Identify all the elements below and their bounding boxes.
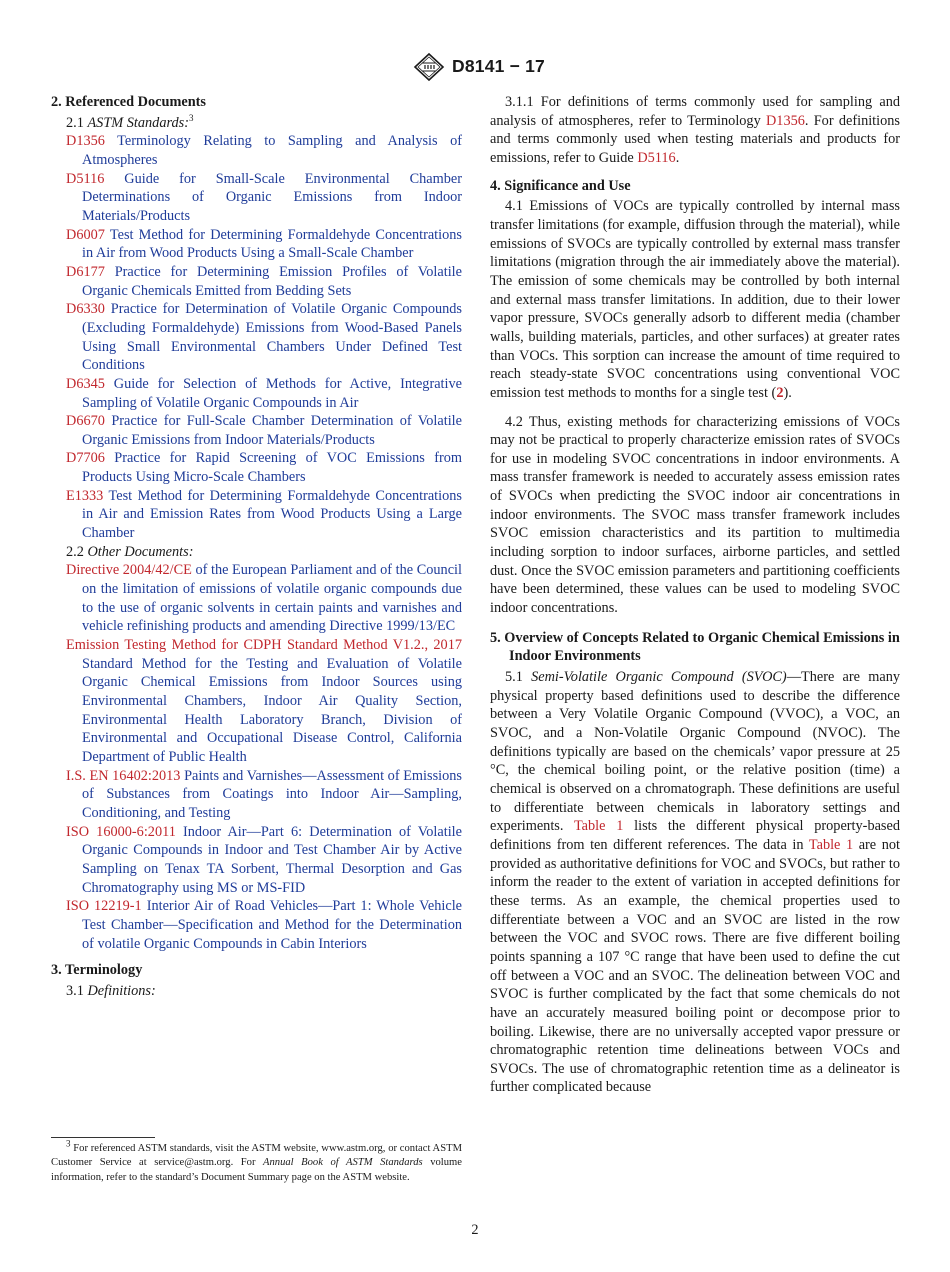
reference-title: Guide for Small-Scale Environmental Chamber Determinations of Organic Emissions from Indoor Materials/Products xyxy=(82,170,462,224)
footnote-3: $^3$ For referenced ASTM standards, visit the ASTM website, www.astm.org, or contact ASTM Customer Service at service@astm.org. For Annual Book of ASTM Standards volume information, refer to the standard’s Document Summary page on the ASTM website. xyxy=(51,1138,462,1183)
page-header xyxy=(0,52,950,86)
reference-title: Interior Air of Road Vehicles—Part 1: Whole Vehicle Test Chamber—Specification and Method for the Determination of volatile Organic Compounds in Cabin Interiors xyxy=(82,898,463,952)
reference-item xyxy=(51,561,462,636)
reference-code-link[interactable]: ISO 12219-1 xyxy=(66,898,142,915)
paragraph-4-2: 4.2 Thus, existing methods for characterizing emissions of VOCs may not be practical to properly characterize emission rates of SVOCs for use in modeling SVOC concentrations in indoor environments. A mass transfer framework is needed to accurately assess emission rates of SVOCs when predicting the SVOC indoor air concentrations in indoor environments. The SVOC mass transfer framework includes SVOC emission characteristics and its partition to multimedia including sorption to indoor surfaces, airborne particles, and settled dust. Once the SVOC emission parameters and partitioning coefficients have been determined, these values can be used to modeling SVOC indoor concentrations. xyxy=(490,413,900,617)
reference-title: Terminology Relating to Sampling and Analysis of Atmospheres xyxy=(82,133,462,168)
reference-title: Practice for Rapid Screening of VOC Emissions from Products Using Micro-Scale Chambers xyxy=(82,450,462,486)
reference-2-link[interactable]: 2 xyxy=(776,384,784,401)
reference-title: Practice for Determining Emission Profiles of Volatile Organic Chemicals Emitted from Bedding Sets xyxy=(82,263,462,299)
reference-code-link[interactable]: D5116 xyxy=(66,170,105,187)
reference-code-link[interactable]: E1333 xyxy=(66,487,104,504)
astm-logo xyxy=(412,52,446,82)
reference-title: Practice for Full-Scale Chamber Determination of Volatile Organic Emissions from Indoor Materials/Products xyxy=(82,413,462,448)
astm-standards-list xyxy=(51,132,462,542)
subsection-2-1: 2.1 ASTM Standards:$^3$ xyxy=(66,112,194,131)
reference-title: Indoor Air—Part 6: Determination of Volatile Organic Compounds in Indoor and Test Chamber Air by Active Sampling on Tenax TA Sorbent, Thermal Desorption and Gas Chromatography using MS or MS-FID xyxy=(82,823,462,896)
reference-title: Guide for Selection of Methods for Active, Integrative Sampling of Volatile Organic Compounds in Air xyxy=(82,375,462,411)
link-d1356[interactable]: D1356 xyxy=(765,112,805,129)
reference-code-link[interactable]: D6670 xyxy=(66,413,105,430)
reference-item xyxy=(51,226,462,263)
reference-title: Practice for Determination of Volatile Organic Compounds (Excluding Formaldehyde) Emissions from Wood-Based Panels Using Small Environmental Chambers Under Defined Test Conditions xyxy=(82,301,462,374)
section-5-heading: 5. Overview of Concepts Related to Organic Chemical Emissions in Indoor Environments xyxy=(490,629,900,665)
reference-item xyxy=(51,767,462,823)
right-column xyxy=(490,93,900,1097)
reference-title: Paints and Varnishes—Assessment of Emissions of Substances from Coatings into Indoor Air—Sampling, Conditioning, and Testing xyxy=(82,767,462,821)
reference-item xyxy=(51,300,462,375)
section-3-heading: 3. Terminology xyxy=(51,962,143,979)
reference-code-link[interactable]: Emission Testing Method for CDPH Standard Method V1.2., 2017 xyxy=(66,637,462,654)
reference-item xyxy=(51,897,462,953)
reference-item xyxy=(51,263,462,300)
reference-title: Test Method for Determining Formaldehyde Concentrations in Air from Wood Products Using a Small-Scale Chamber xyxy=(82,226,462,262)
reference-code-link[interactable]: Directive 2004/42/CE xyxy=(66,562,192,579)
reference-item xyxy=(51,132,462,169)
reference-item xyxy=(51,449,462,486)
link-d5116[interactable]: D5116 xyxy=(637,149,676,166)
paragraph-5-1: 5.1 Semi-Volatile Organic Compound (SVOC)—There are many physical property based definitions used to describe the difference between a Very Volatile Organic Compound (VVOC), a VOC, an SVOC, and a Non-Volatile Organic Compound (NVOC). The definitions typically are based on the chemicals’ vapor pressure at 25 °C, the chemical boiling point, or the relative position (time) a chemical is observed on a chromatograph. These definitions are useful to differentiate between chemicals in laboratory settings and experiments. Table 1 lists the different physical property-based definitions from ten different references. The data in Table 1 are not provided as authoritative definitions for VOC and SVOCs, but rather to inform the reader to the extent of variation in accepted definitions for these terms. As an example, the chemical properties used to differentiate between a VOC and an SVOC are listed in the row between the VOC and SVOC rows. There are five different boiling points spanning a 107 °C range that have been used to define the cut off between a VOC and an SVOC. The delineation between VOC and SVOC is further complicated by the fact that some chemicals do not have an accurately measured boiling point or decompose prior to boiling. Likewise, there are no universally accepted vapor pressure or chromatographic retention time delineations between VOCs and SVOCs. The use of chromatographic retention time as a delineator is further complicated because xyxy=(490,669,900,1096)
reference-code-link[interactable]: D6330 xyxy=(66,301,105,318)
reference-item xyxy=(51,487,462,543)
table-1-link[interactable]: Table 1 xyxy=(808,836,854,853)
subsection-2-2: 2.2 Other Documents: xyxy=(66,543,194,560)
paragraph-3-1-1: 3.1.1 For definitions of terms commonly used for sampling and analysis of atmospheres, refer to Terminology D1356. For definitions and terms commonly used when testing materials and products for emissions, refer to Guide D5116. xyxy=(490,94,900,166)
footnote-marker: 3 xyxy=(189,112,194,123)
reference-item xyxy=(51,375,462,412)
reference-item xyxy=(51,636,462,767)
reference-title: Standard Method for the Testing and Evaluation of Volatile Organic Chemical Emissions from Indoor Sources using Environmental Chambers, Indoor Air Quality Section, Environmental Health Laboratory Branch, Division of Environmental and Occupational Disease Control, California Department of Public Health xyxy=(82,655,462,765)
table-1-link[interactable]: Table 1 xyxy=(573,818,624,835)
reference-code-link[interactable]: D6345 xyxy=(66,375,105,392)
reference-item xyxy=(51,412,462,449)
reference-code-link[interactable]: D6007 xyxy=(66,226,105,243)
subsection-3-1: 3.1 Definitions: xyxy=(66,982,156,999)
reference-title: Test Method for Determining Formaldehyde Concentrations in Air and Emission Rates from Wood Products Using a Large Chamber xyxy=(82,487,462,542)
other-documents-list xyxy=(51,561,462,953)
reference-item xyxy=(51,823,462,898)
reference-title: of the European Parliament and of the Council on the limitation of emissions of volatile organic compounds due to the use of organic solvents in certain paints and varnishes and vehicle refinishing products and amending Directive 1999/13/EC xyxy=(82,562,462,635)
page-number: 2 xyxy=(471,1222,479,1238)
reference-code-link[interactable]: D7706 xyxy=(66,450,105,467)
paragraph-4-1: 4.1 Emissions of VOCs are typically controlled by internal mass transfer limitations (for example, diffusion through the material), while emissions of SVOCs are typically controlled by external mass transfer limitations (migration through the air immediately above the material). The emission of some chemicals may be controlled by both internal and external mass transfer limitations. In addition, due to their lower vapor pressure, SVOCs generally adsorb to different media (chamber walls, building materials, particles, and other surfaces) at greater rates than VOCs. This sorption can increase the amount of time required to reach steady-state SVOC concentrations using conventional VOC emission test methods to months for a single test (2). xyxy=(490,198,900,401)
reference-code-link[interactable]: ISO 16000-6:2011 xyxy=(66,823,176,840)
reference-item xyxy=(51,170,462,226)
reference-code-link[interactable]: D6177 xyxy=(66,263,105,280)
reference-code-link[interactable]: D1356 xyxy=(66,133,105,150)
section-2-heading: 2. Referenced Documents xyxy=(51,94,206,110)
left-column xyxy=(51,93,462,1001)
standard-designation: D8141 − 17 xyxy=(452,56,545,76)
reference-code-link[interactable]: I.S. EN 16402:2013 xyxy=(66,767,181,784)
section-4-heading: 4. Significance and Use xyxy=(490,177,631,194)
